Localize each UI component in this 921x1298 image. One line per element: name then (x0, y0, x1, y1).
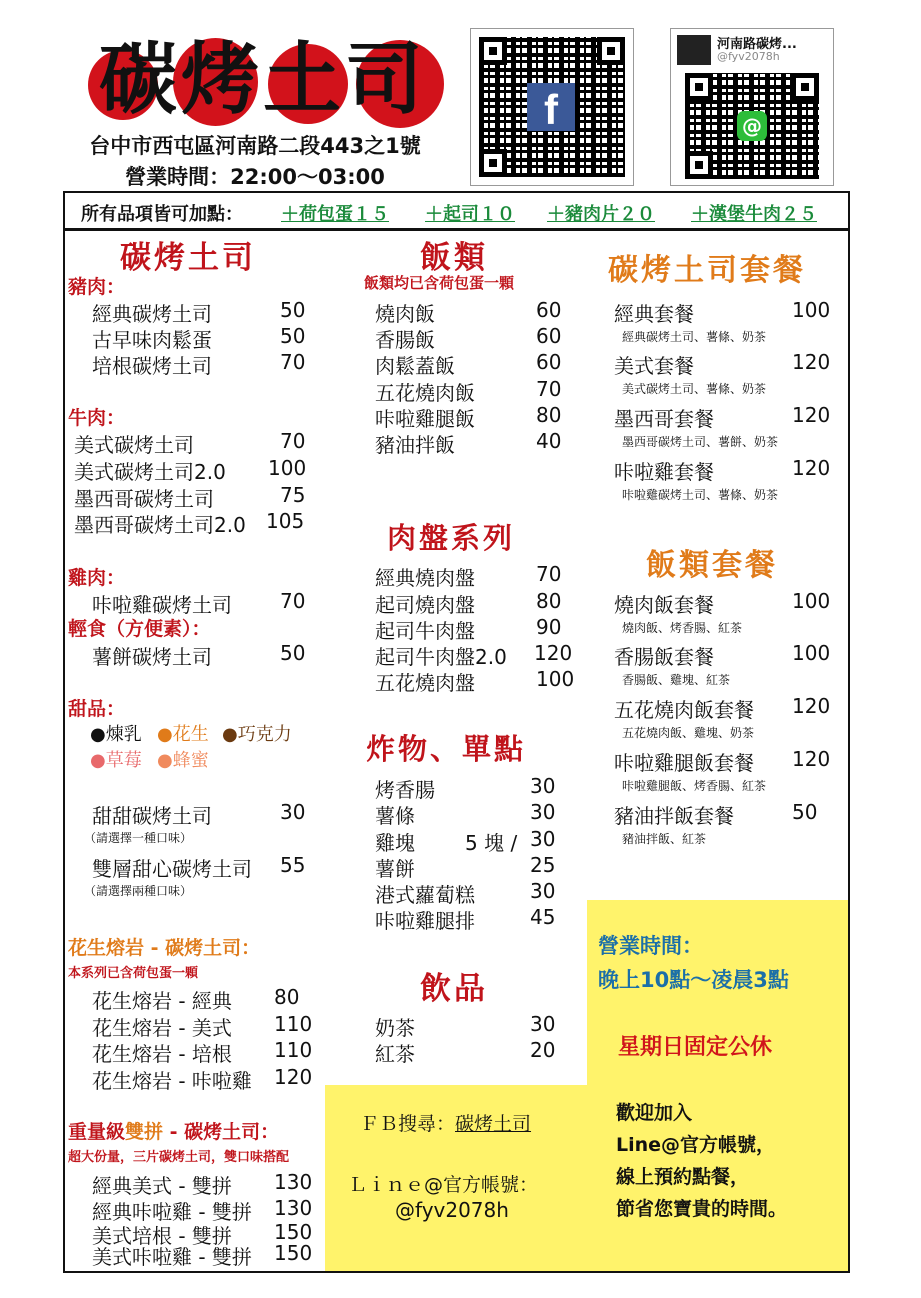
menu-item-name: 紅茶 (375, 1042, 415, 1066)
menu-item-price: 100 (268, 456, 307, 480)
fb-page-name[interactable]: 碳烤土司 (455, 1113, 532, 1135)
menu-item-name: 美式碳烤土司2.0 (74, 460, 226, 484)
set-price: 120 (792, 747, 831, 771)
menu-item-price: 70 (536, 377, 562, 401)
double-label-c: - 碳烤土司： (163, 1121, 280, 1143)
fried-title: 炸物、單點 (366, 732, 527, 766)
menu-item-name: 花生熔岩 - 咔啦雞 (92, 1069, 252, 1093)
menu-item-name: 經典咔啦雞 - 雙拼 (92, 1200, 252, 1224)
rice-note: 飯類均已含荷包蛋一顆 (364, 274, 515, 292)
addon-bar (63, 191, 850, 231)
menu-item-name: 雙層甜心碳烤土司 (92, 857, 252, 881)
drinks-title: 飲品 (420, 971, 488, 1007)
info-hours-value: 晚上10點～凌晨3點 (598, 968, 789, 992)
rice-sets-title: 飯類套餐 (646, 548, 778, 583)
line-account-handle: @fyv2078h (717, 50, 780, 63)
store-hours: 營業時間：22:00～03:00 (125, 165, 385, 189)
menu-item-name: 美式培根 - 雙拼 (92, 1224, 232, 1248)
logo-text: 碳烤土司 (98, 34, 427, 125)
set-desc: 香腸飯、雞塊、紅茶 (622, 673, 731, 687)
double-label-a: 重量級 (68, 1121, 126, 1143)
peanut-series-note: 本系列已含荷包蛋一顆 (68, 966, 199, 981)
menu-item-price: 110 (274, 1038, 313, 1062)
facebook-icon: f (527, 83, 575, 131)
addon-egg: ＋荷包蛋１５ (281, 204, 389, 225)
line-qr-card[interactable] (670, 28, 834, 186)
menu-item-name: 烤香腸 (375, 778, 435, 802)
flavor-strawberry: ●草莓 (90, 750, 142, 771)
menu-item-price: 75 (280, 483, 306, 507)
menu-item-price: 50 (280, 641, 306, 665)
menu-item-price: 70 (536, 562, 562, 586)
menu-item-price: 40 (536, 429, 562, 453)
line-icon: @ (737, 111, 767, 141)
double-label-b: 雙拼 (125, 1121, 164, 1143)
menu-item-price: 70 (280, 589, 306, 613)
menu-item-price: 100 (536, 667, 575, 691)
beef-label: 牛肉： (68, 407, 126, 429)
menu-item-name: 起司燒肉盤 (375, 593, 475, 617)
menu-item-price: 60 (536, 298, 562, 322)
set-price: 100 (792, 298, 831, 322)
menu-item-name: 起司牛肉盤 (375, 619, 475, 643)
set-desc: 美式碳烤土司、薯條、奶茶 (622, 382, 767, 396)
menu-item-name: 五花燒肉飯 (375, 381, 475, 405)
set-desc: 經典碳烤土司、薯條、奶茶 (622, 330, 767, 344)
rice-title: 飯類 (420, 240, 488, 276)
flavor-chocolate: ●巧克力 (222, 724, 292, 745)
menu-item-name: 花生熔岩 - 經典 (92, 989, 232, 1013)
menu-item-price: 50 (280, 324, 306, 348)
menu-item-price: 30 (530, 827, 556, 851)
set-price: 120 (792, 694, 831, 718)
menu-item-price: 30 (530, 1012, 556, 1036)
menu-item-price: 50 (280, 298, 306, 322)
set-name: 墨西哥套餐 (614, 407, 714, 431)
flavor-peanut: ●花生 (157, 724, 209, 745)
menu-item-name: 薯餅碳烤土司 (92, 645, 212, 669)
welcome-line-1: 歡迎加入 (616, 1102, 693, 1124)
menu-item-price: 120 (534, 641, 573, 665)
set-price: 120 (792, 403, 831, 427)
welcome-line-4: 節省您寶貴的時間。 (616, 1198, 788, 1220)
menu-item-name: 經典碳烤土司 (92, 302, 212, 326)
menu-item-name: 墨西哥碳烤土司 (74, 487, 214, 511)
line-account-name: 河南路碳烤... (717, 37, 797, 52)
set-price: 100 (792, 641, 831, 665)
light-meal-label: 輕食（方便素）： (68, 618, 211, 640)
welcome-line-2: Line@官方帳號， (616, 1134, 776, 1156)
set-name: 香腸飯套餐 (614, 645, 714, 669)
info-hours-label: 營業時間： (598, 934, 703, 958)
set-name: 豬油拌飯套餐 (614, 804, 734, 828)
menu-item-price: 70 (280, 429, 306, 453)
double-series-note: 超大份量，三片碳烤土司，雙口味搭配 (68, 1150, 290, 1165)
peanut-series-label: 花生熔岩 - 碳烤土司： (68, 937, 261, 959)
pork-label: 豬肉： (68, 276, 126, 298)
menu-item-price: 130 (274, 1196, 313, 1220)
menu-item-price: 30 (530, 879, 556, 903)
flavor-honey: ●蜂蜜 (157, 750, 209, 771)
fb-search (360, 1109, 531, 1136)
line-account-label: Ｌｉｎｅ@官方帳號： (348, 1174, 539, 1196)
menu-item-name: 薯餅 (375, 857, 415, 881)
menu-item-name: 豬油拌飯 (375, 433, 455, 457)
logo (78, 30, 448, 130)
dessert-label: 甜品： (68, 698, 126, 720)
set-name: 五花燒肉飯套餐 (614, 698, 754, 722)
store-address: 台中市西屯區河南路二段443之1號 (89, 134, 421, 158)
set-price: 120 (792, 350, 831, 374)
menu-item-price: 90 (536, 615, 562, 639)
menu-item-price: 150 (274, 1241, 313, 1265)
menu-item-price: 60 (536, 324, 562, 348)
menu-item-price: 130 (274, 1170, 313, 1194)
welcome-line-3: 線上預約點餐， (616, 1166, 750, 1188)
set-price: 100 (792, 589, 831, 613)
addon-cheese: ＋起司１０ (425, 204, 515, 225)
set-price: 120 (792, 456, 831, 480)
menu-item-price: 45 (530, 905, 556, 929)
menu-item-name: 肉鬆蓋飯 (375, 354, 455, 378)
menu-item-name: 培根碳烤土司 (92, 354, 212, 378)
double-series-label (68, 1117, 279, 1144)
menu-item-name: 咔啦雞碳烤土司 (92, 593, 232, 617)
menu-item-name: 香腸飯 (375, 328, 435, 352)
set-desc: 咔啦雞碳烤土司、薯條、奶茶 (622, 488, 779, 502)
set-desc: 豬油拌飯、紅茶 (622, 832, 707, 846)
menu-item-name: 奶茶 (375, 1016, 415, 1040)
set-name: 咔啦雞套餐 (614, 460, 714, 484)
set-price: 50 (792, 800, 818, 824)
menu-item-price: 105 (266, 509, 305, 533)
meat-title: 肉盤系列 (387, 521, 516, 555)
addon-beef: ＋漢堡牛肉２５ (691, 204, 817, 225)
set-desc: 五花燒肉飯、雞塊、奶茶 (622, 726, 755, 740)
menu-item-note: （請選擇一種口味） (84, 831, 193, 845)
menu-item-name: 起司牛肉盤2.0 (375, 645, 507, 669)
menu-item-price: 80 (536, 589, 562, 613)
toast-title: 碳烤土司 (120, 240, 256, 276)
closed-notice: 星期日固定公休 (618, 1035, 773, 1060)
menu-item-name: 經典燒肉盤 (375, 566, 475, 590)
facebook-qr-code[interactable] (470, 28, 634, 186)
menu-item-price: 120 (274, 1065, 313, 1089)
set-desc: 燒肉飯、烤香腸、紅茶 (622, 621, 743, 635)
addon-pork: ＋豬肉片２０ (547, 204, 655, 225)
menu-item-name: 花生熔岩 - 培根 (92, 1042, 232, 1066)
menu-item-name: 薯條 (375, 804, 415, 828)
menu-item-price: 25 (530, 853, 556, 877)
menu-item-price: 80 (536, 403, 562, 427)
menu-item-name: 美式咔啦雞 - 雙拼 (92, 1245, 252, 1269)
set-name: 咔啦雞腿飯套餐 (614, 751, 754, 775)
flavor-condensed-milk: ●煉乳 (90, 724, 142, 745)
set-name: 燒肉飯套餐 (614, 593, 714, 617)
menu-item-name: 花生熔岩 - 美式 (92, 1016, 232, 1040)
menu-item-price: 70 (280, 350, 306, 374)
menu-item-price: 110 (274, 1012, 313, 1036)
menu-item-price: 20 (530, 1038, 556, 1062)
menu-item-qty: 5 塊 / (465, 831, 518, 855)
chicken-label: 雞肉： (68, 567, 126, 589)
menu-item-price: 30 (530, 800, 556, 824)
menu-item-name: 雞塊 (375, 831, 415, 855)
set-desc: 墨西哥碳烤土司、薯餅、奶茶 (622, 435, 779, 449)
menu-item-price: 55 (280, 853, 306, 877)
addon-label: 所有品項皆可加點： (81, 204, 243, 225)
line-account-id[interactable]: @fyv2078h (395, 1198, 509, 1222)
menu-item-price: 150 (274, 1220, 313, 1244)
menu-item-name: 甜甜碳烤土司 (92, 804, 212, 828)
menu-item-name: 墨西哥碳烤土司2.0 (74, 513, 246, 537)
menu-item-name: 燒肉飯 (375, 302, 435, 326)
toast-sets-title: 碳烤土司套餐 (608, 253, 806, 288)
menu-item-name: 五花燒肉盤 (375, 671, 475, 695)
menu-item-name: 咔啦雞腿排 (375, 909, 475, 933)
line-avatar (677, 35, 711, 65)
fb-search-label: ＦＢ搜尋： (360, 1113, 456, 1135)
menu-item-price: 30 (280, 800, 306, 824)
set-desc: 咔啦雞腿飯、烤香腸、紅茶 (622, 779, 767, 793)
menu-item-name: 港式蘿蔔糕 (375, 883, 475, 907)
menu-item-note: （請選擇兩種口味） (84, 884, 193, 898)
menu-item-name: 經典美式 - 雙拼 (92, 1174, 232, 1198)
menu-item-price: 80 (274, 985, 300, 1009)
menu-item-price: 60 (536, 350, 562, 374)
set-name: 經典套餐 (614, 302, 694, 326)
menu-item-name: 美式碳烤土司 (74, 433, 194, 457)
set-name: 美式套餐 (614, 354, 694, 378)
menu-item-name: 古早味肉鬆蛋 (92, 328, 212, 352)
menu-item-price: 30 (530, 774, 556, 798)
menu-item-name: 咔啦雞腿飯 (375, 407, 475, 431)
